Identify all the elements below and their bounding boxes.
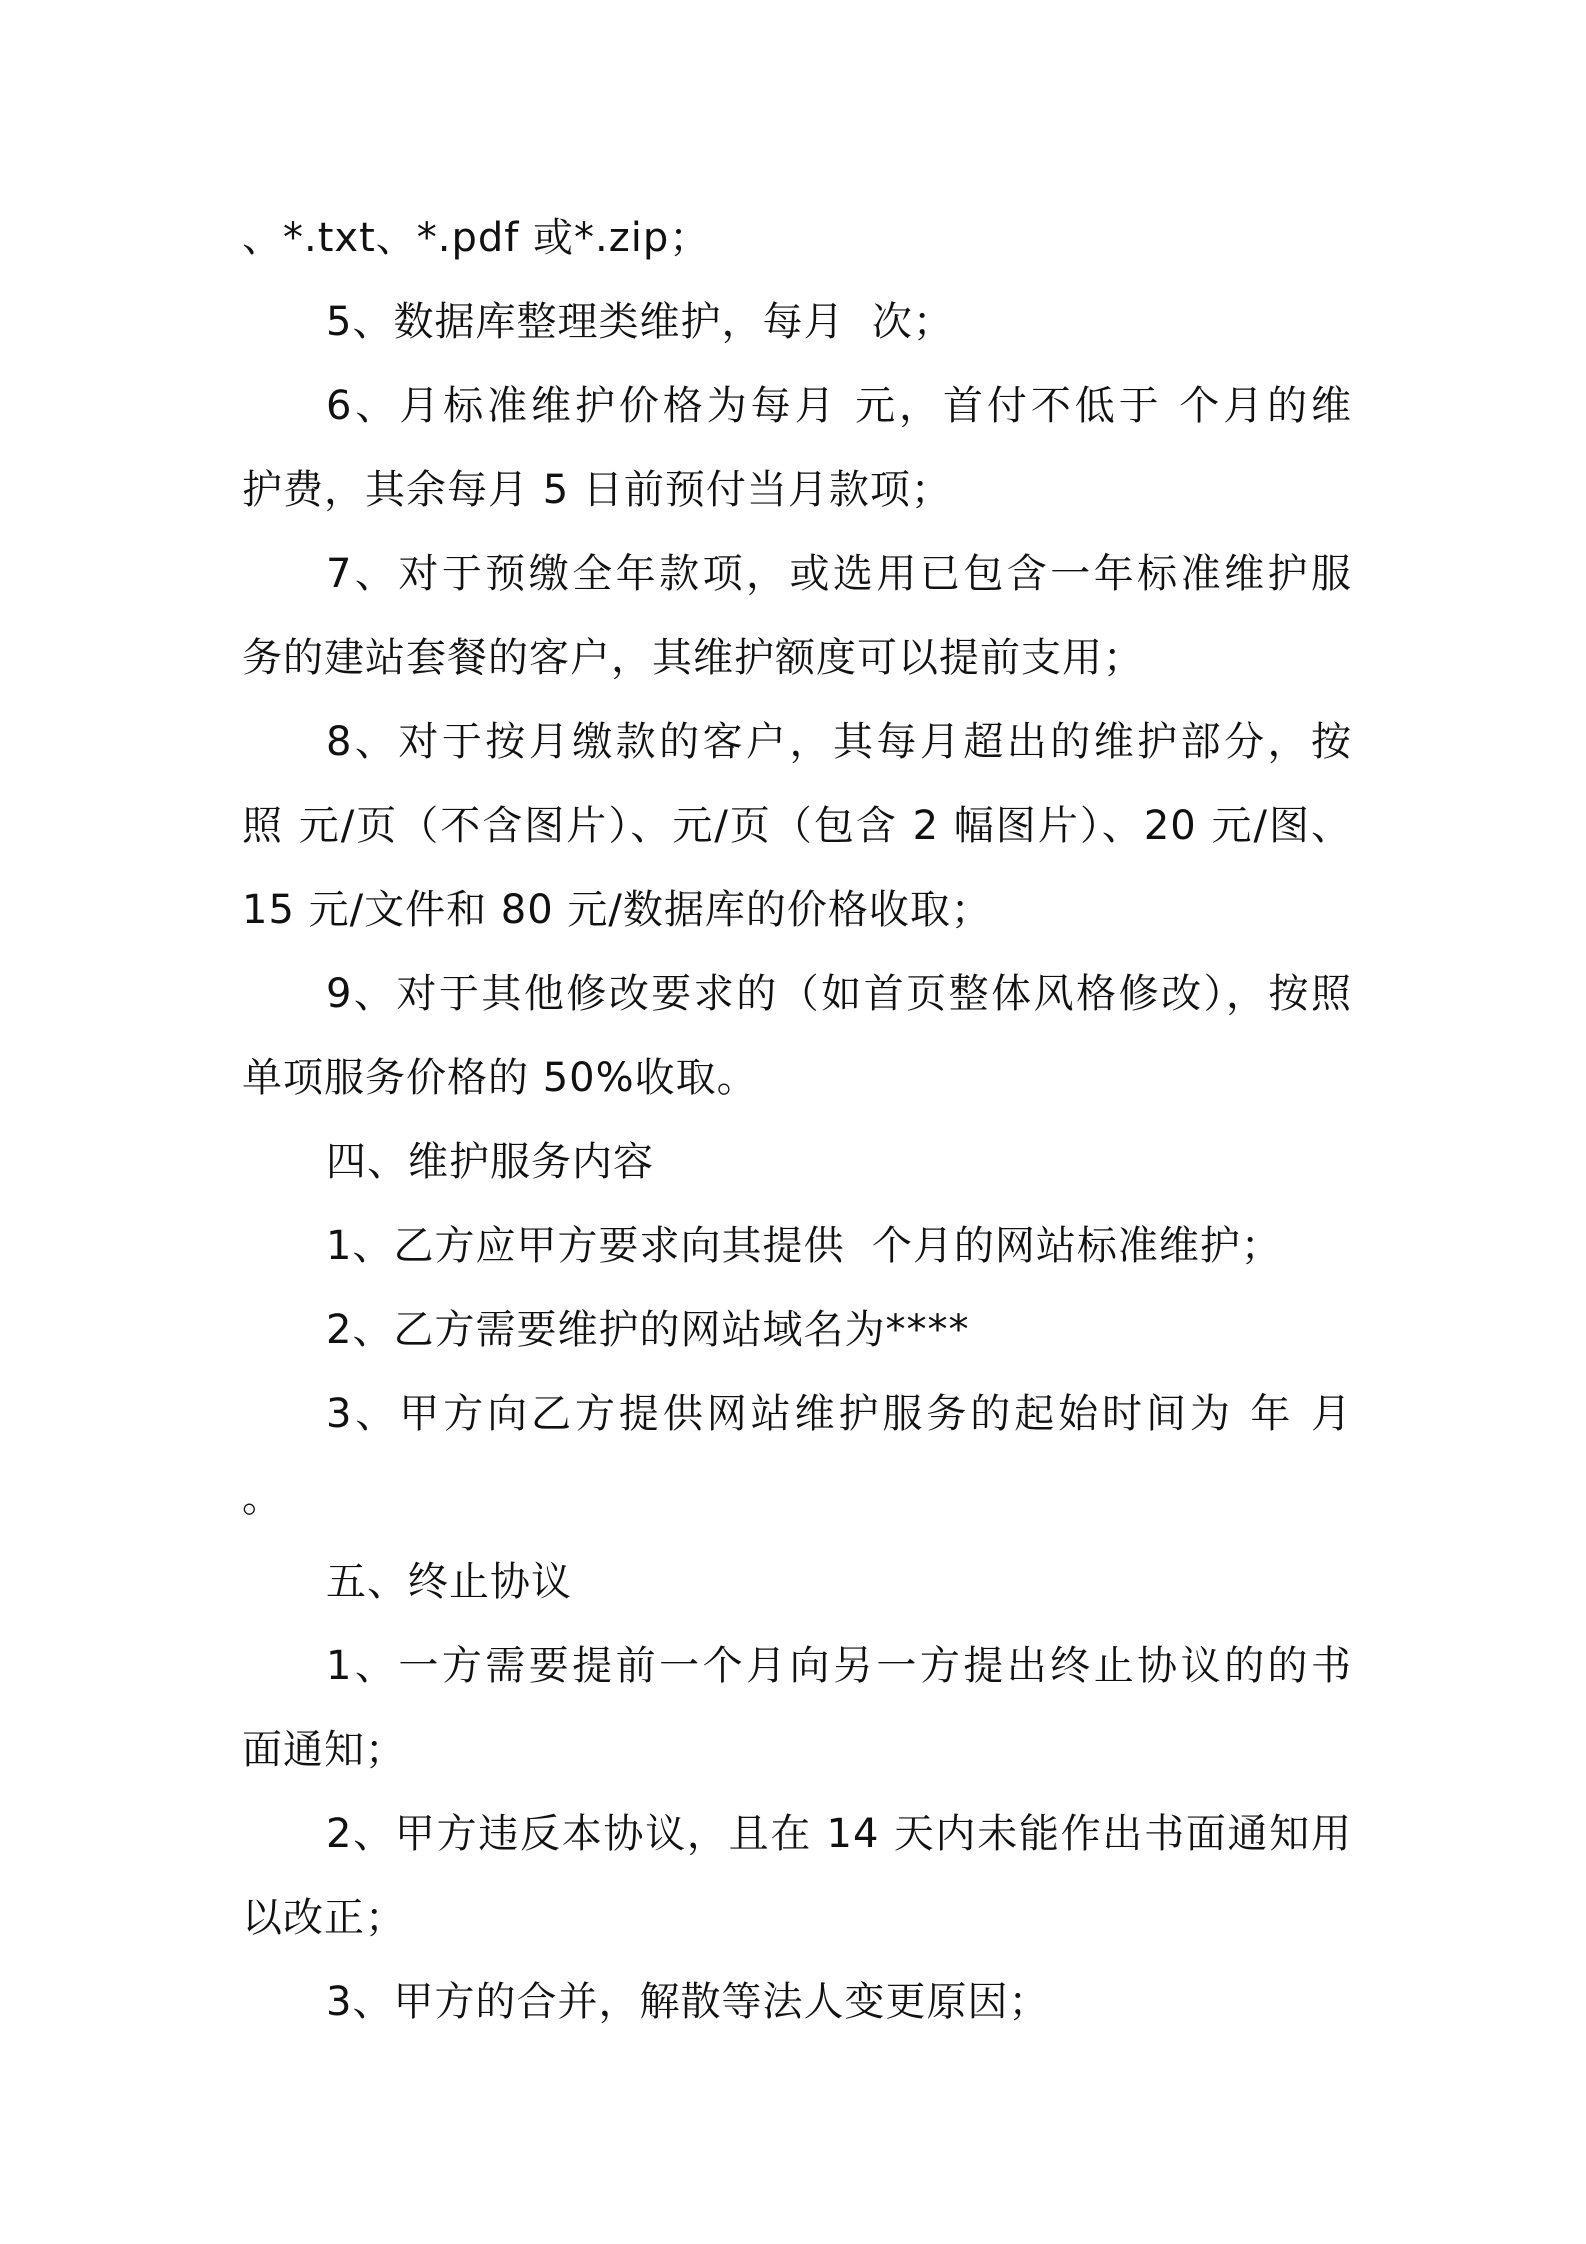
text-line: 面通知； <box>242 1727 406 1773</box>
text-line: 7、对于预缴全年款项，或选用已包含一年标准维护服 <box>326 551 1352 597</box>
text-line: 3、甲方向乙方提供网站维护服务的起始时间为 年 月 <box>326 1391 1352 1437</box>
text-line: 6、月标准维护价格为每月 元，首付不低于 个月的维 <box>326 383 1352 429</box>
text-line: 1、乙方应甲方要求向其提供 个月的网站标准维护； <box>326 1223 1282 1269</box>
text-line: 务的建站套餐的客户，其维护额度可以提前支用； <box>242 635 1144 681</box>
text-line: 、*.txt、*.pdf 或*.zip； <box>242 215 711 261</box>
text-line: 单项服务价格的 50%收取。 <box>242 1055 758 1101</box>
text-line: 2、甲方违反本协议，且在 14 天内未能作出书面通知用 <box>326 1811 1352 1857</box>
document-body <box>242 196 1352 2044</box>
text-line: 5、数据库整理类维护，每月 次； <box>326 299 954 345</box>
text-line: 9、对于其他修改要求的（如首页整体风格修改），按照 <box>326 971 1352 1017</box>
text-line: 。 <box>242 1475 283 1521</box>
text-line: 8、对于按月缴款的客户，其每月超出的维护部分，按 <box>326 719 1352 765</box>
text-line: 1、一方需要提前一个月向另一方提出终止协议的的书 <box>326 1643 1352 1689</box>
text-line: 护费，其余每月 5 日前预付当月款项； <box>242 467 952 513</box>
text-line: 15 元/文件和 80 元/数据库的价格收取； <box>242 887 992 933</box>
text-line: 2、乙方需要维护的网站域名为**** <box>326 1307 970 1353</box>
text-line: 以改正； <box>242 1895 406 1941</box>
text-line: 照 元/页（不含图片）、元/页（包含 2 幅图片）、20 元/图、 <box>242 803 1352 849</box>
text-line: 3、甲方的合并，解散等法人变更原因； <box>326 1979 1050 2025</box>
section-heading: 五、终止协议 <box>326 1559 572 1605</box>
section-heading: 四、维护服务内容 <box>326 1139 654 1185</box>
